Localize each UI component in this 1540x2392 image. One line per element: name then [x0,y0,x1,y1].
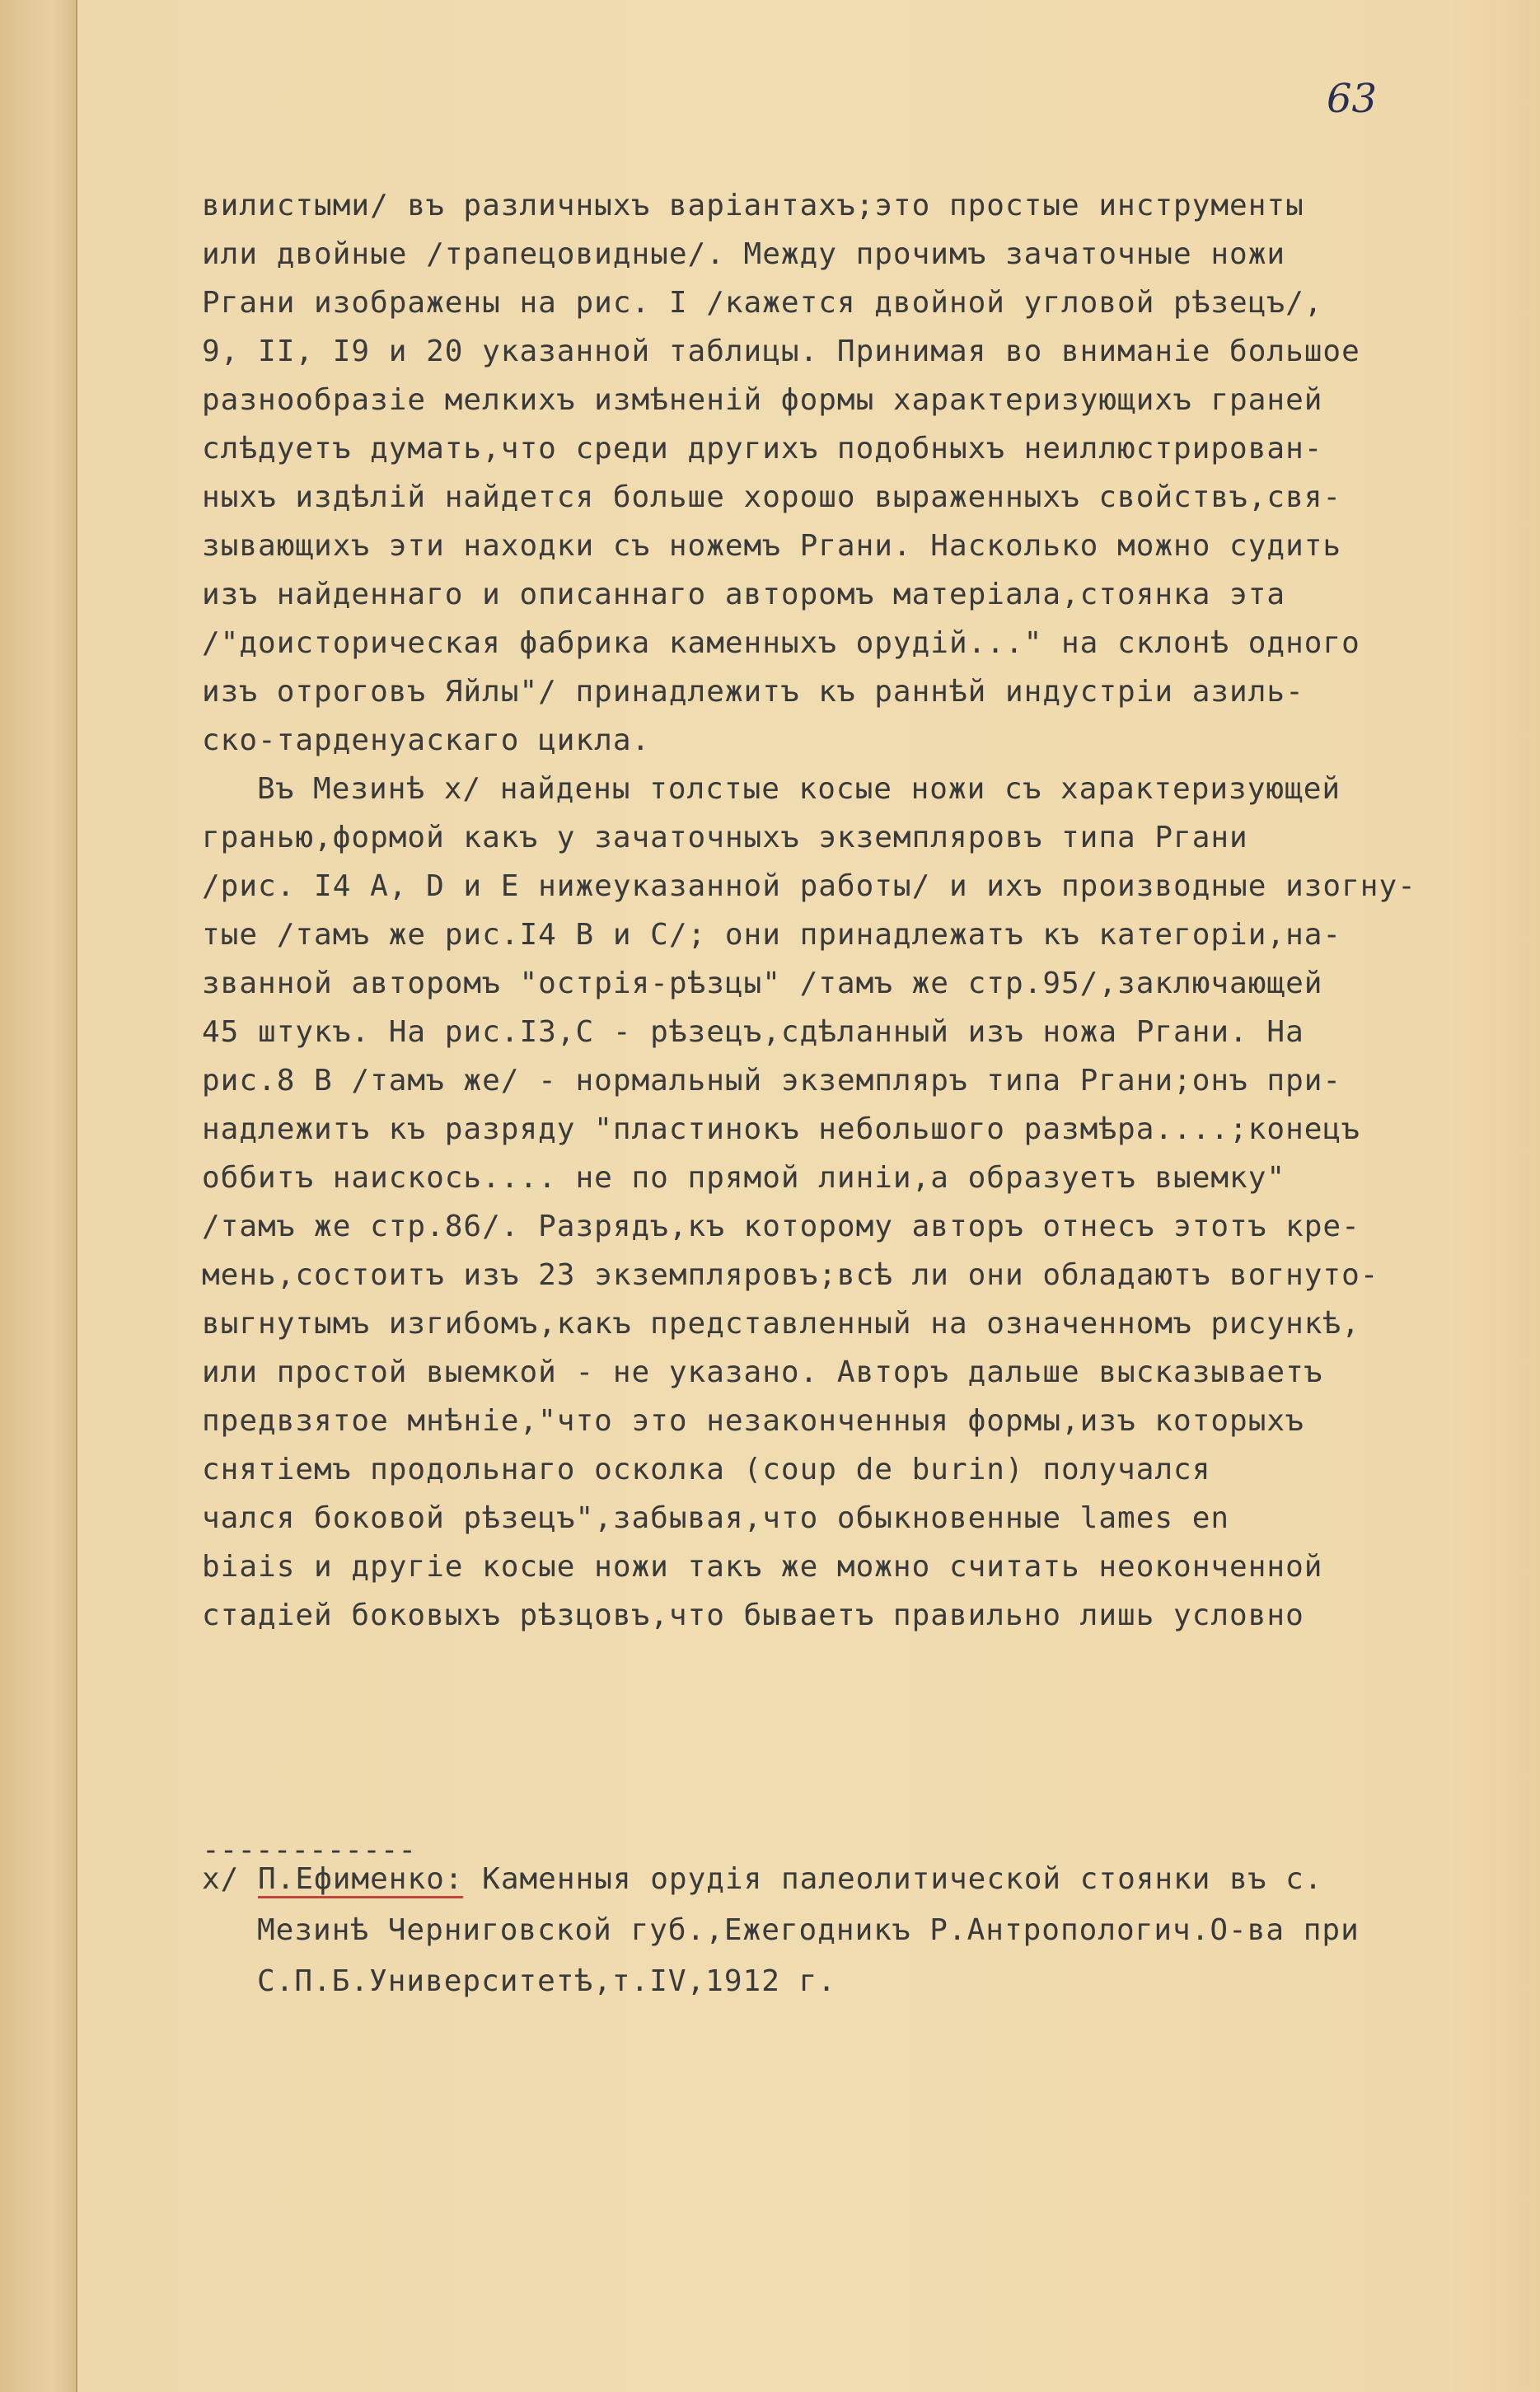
text-line: надлежитъ къ разряду "пластинокъ небольшого размѣра....;конецъ [202,1112,1360,1146]
text-line: зывающихъ эти находки съ ножемъ Ргани. Насколько можно судить [202,529,1342,563]
footnote-marker: x/ [202,1862,240,1896]
text-line: 9, II, I9 и 20 указанной таблицы. Принимая во вниманiе большое [202,335,1360,368]
text-line: стадiей боковыхъ рѣзцовъ,что бываетъ правильно лишь условно [202,1599,1304,1632]
text-line: Въ Мезинѣ x/ найдены толстые косые ножи съ характеризующей [257,772,1341,806]
footnote-line [202,1854,1487,1905]
text-line: /тамъ же стр.86/. Разрядъ,къ которому авторъ отнесъ этотъ кре- [202,1210,1360,1243]
text-line: выгнутымъ изгибомъ,какъ представленный на означенномъ рисункѣ, [202,1307,1360,1341]
text-line: /"доисторическая фабрика каменныхъ орудiй..." на склонѣ одного [202,626,1360,660]
text-line: предвзятое мнѣнiе,"что это незаконченныя формы,изъ которыхъ [202,1404,1304,1438]
text-line: званной авторомъ "острiя-рѣзцы" /тамъ же стр.95/,заключающей [202,967,1323,1000]
text-line: изъ найденнаго и описаннаго авторомъ матерiала,стоянка эта [202,578,1286,611]
body-text [202,181,1475,1640]
text-line: /рис. I4 А, D и Е нижеуказанной работы/ и ихъ производные изогну- [202,869,1416,903]
footnote-line: Мезинѣ Черниговской губ.,Ежегодникъ Р.Антропологич.О-ва при [257,1913,1360,1947]
text-line: снятiемъ продольнаго осколка (coup de burin) получался [202,1453,1211,1486]
footnote [202,1854,1487,2007]
text-line: разнообразiе мелкихъ измѣненiй формы характеризующихъ гранeй [202,383,1323,417]
text-line: тые /тамъ же рис.I4 В и С/; они принадлежатъ къ категорiи,на- [202,918,1342,952]
text-line: ско-тарденуаскаго цикла. [202,723,651,757]
text-line: ныхъ издѣлiй найдется больше хорошо выраженныхъ свойствъ,свя- [202,480,1342,514]
footnote-title: Каменныя орудiя палеолитической стоянки въ с. [482,1862,1323,1896]
page-number: 63 [1327,76,1378,122]
text-line: 45 штукъ. На рис.I3,С - рѣзецъ,сдѣланный изъ ножа Ргани. На [202,1015,1304,1049]
binding-edge [0,0,77,2392]
text-line: рис.8 В /тамъ же/ - нормальный экземпляръ типа Ргани;онъ при- [202,1064,1342,1098]
text-line: гранью,формой какъ у зачаточныхъ экземпляровъ типа Ргани [202,821,1248,854]
text-line: слѣдуетъ думать,что среди другихъ подобныхъ неиллюстрирован- [202,432,1323,466]
text-line: biais и другiе косые ножи такъ же можно считать неоконченной [202,1550,1323,1584]
text-line: или простой выемкой - не указано. Авторъ дальше высказываетъ [202,1355,1323,1389]
text-line: Ргани изображены на рис. I /кажется двойной угловой рѣзецъ/, [202,286,1323,320]
text-line: мень,состоитъ изъ 23 экземпляровъ;всѣ ли они обладаютъ вогнуто- [202,1258,1379,1292]
text-line: или двойные /трапецовидные/. Между прочимъ зачаточные ножи [202,237,1286,271]
text-line: вилистыми/ въ различныхъ варiантахъ;это простые инструменты [202,189,1304,222]
text-line: чался боковой рѣзецъ",забывая,что обыкновенные lames en [202,1501,1230,1535]
footnote-line: С.П.Б.Университетѣ,т.IV,1912 г. [257,1964,836,1998]
footnote-author: П.Ефименко: [258,1862,463,1898]
text-line: изъ отроговъ Яйлы"/ принадлежитъ къ раннѣй индустрiи азиль- [202,675,1304,709]
footnote-rule: ------------ [202,1833,417,1867]
text-line: оббитъ наискось.... не по прямой линiи,а образуетъ выемку" [202,1161,1286,1195]
